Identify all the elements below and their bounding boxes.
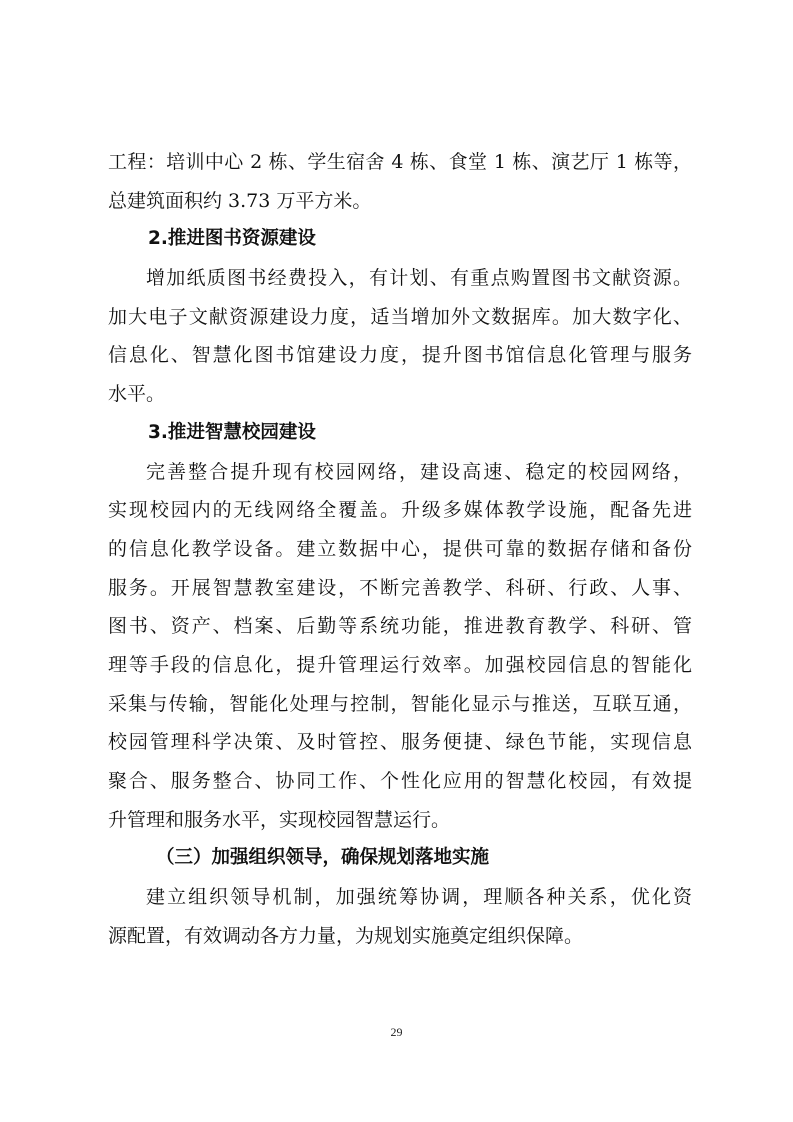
body-line: 完善整合提升现有校园网络，建设高速、稳定的校园网络， [146,460,692,483]
body-line: 的信息化教学设备。建立数据中心，提供可靠的数据存储和备份 [108,537,692,560]
body-line: 校园管理科学决策、及时管控、服务便捷、绿色节能，实现信息 [108,731,692,754]
body-line: 图书、资产、档案、后勤等系统功能，推进教育教学、科研、管 [108,615,692,638]
section-heading-organization: （三）加强组织领导，确保规划落地实施 [156,847,490,869]
body-line: 升管理和服务水平，实现校园智慧运行。 [108,808,451,831]
body-line: 建立组织领导机制，加强统筹协调，理顺各种关系，优化资 [146,886,692,909]
body-line: 服务。开展智慧教室建设，不断完善教学、科研、行政、人事、 [108,576,692,599]
body-line: 工程：培训中心 2 栋、学生宿舍 4 栋、食堂 1 栋、演艺厅 1 栋等， [108,151,692,173]
body-line: 源配置，有效调动各方力量，为规划实施奠定组织保障。 [108,924,584,947]
body-line: 实现校园内的无线网络全覆盖。升级多媒体教学设施，配备先进 [108,499,692,522]
body-line: 理等手段的信息化，提升管理运行效率。加强校园信息的智能化 [108,653,692,676]
page-number: 29 [390,1025,403,1039]
section-heading-smart-campus: 3.推进智慧校园建设 [148,421,316,443]
body-line: 采集与传输，智能化处理与控制，智能化显示与推送，互联互通， [108,692,692,715]
body-line: 增加纸质图书经费投入，有计划、有重点购置图书文献资源。 [146,267,692,290]
body-line: 水平。 [108,383,166,406]
document-body [108,143,692,955]
body-line: 总建筑面积约 3.73 万平方米。 [108,189,372,212]
body-line: 聚合、服务整合、协同工作、个性化应用的智慧化校园，有效提 [108,770,692,792]
body-line: 加大电子文献资源建设力度，适当增加外文数据库。加大数字化、 [108,305,692,328]
body-line: 信息化、智慧化图书馆建设力度，提升图书馆信息化管理与服务 [108,344,692,367]
section-heading-library: 2.推进图书资源建设 [148,228,316,250]
